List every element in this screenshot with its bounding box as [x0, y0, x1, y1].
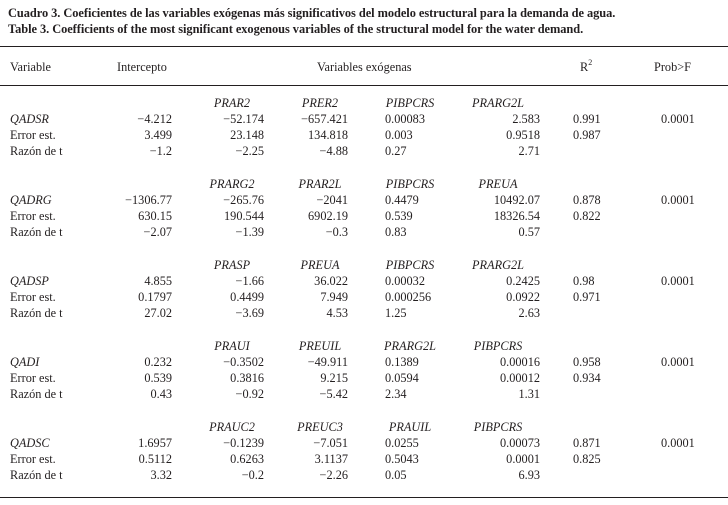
r2-value: 0.971 — [573, 290, 601, 304]
exog-coefficient-value: −0.3 — [325, 225, 348, 239]
r2-value: 0.822 — [573, 209, 601, 223]
exog-coefficient-value: 4.53 — [326, 306, 348, 320]
exog-coefficient-value: −49.911 — [307, 355, 348, 369]
exog-coefficient-value: −657.421 — [301, 112, 348, 126]
exog-coefficient-value: −0.3502 — [223, 355, 264, 369]
dependent-variable-name: QADSC — [10, 436, 50, 450]
prob-f-value: 0.0001 — [661, 193, 695, 207]
r2-value: 0.878 — [573, 193, 601, 207]
exog-coefficient-value: 0.83 — [385, 225, 407, 239]
exog-coefficient-value: −0.1239 — [223, 436, 264, 450]
exog-coefficient-value: 0.00073 — [500, 436, 540, 450]
exog-coefficient-value: 0.0001 — [506, 452, 540, 466]
r2-value: 0.987 — [573, 128, 601, 142]
exog-coefficient-value: −0.92 — [235, 387, 264, 401]
exog-variable-name: PRAR2L — [298, 177, 342, 191]
exog-coefficient-value: −1.39 — [235, 225, 264, 239]
exog-coefficient-value: 9.215 — [320, 371, 348, 385]
exog-coefficient-value: 0.4499 — [230, 290, 264, 304]
row-label: Error est. — [10, 371, 56, 385]
header-variable: Variable — [10, 60, 51, 74]
header-intercepto: Intercepto — [117, 60, 167, 74]
r2-value: 0.825 — [573, 452, 601, 466]
exog-coefficient-value: 0.1389 — [385, 355, 419, 369]
exog-coefficient-value: 10492.07 — [493, 193, 540, 207]
row-label: Error est. — [10, 128, 56, 142]
row-label: Error est. — [10, 290, 56, 304]
row-label: Razón de t — [10, 468, 63, 482]
exog-coefficient-value: 2.583 — [512, 112, 540, 126]
exog-variable-name: PIBPCRS — [473, 339, 523, 353]
exog-coefficient-value: 0.0594 — [385, 371, 419, 385]
exog-coefficient-value: 2.34 — [385, 387, 407, 401]
row-label: Razón de t — [10, 144, 63, 158]
r2-value: 0.958 — [573, 355, 601, 369]
exog-variable-name: PRARG2L — [384, 339, 436, 353]
exog-coefficient-value: 2.63 — [518, 306, 540, 320]
dependent-variable-name: QADSP — [10, 274, 49, 288]
prob-f-value: 0.0001 — [661, 355, 695, 369]
dependent-variable-name: QADSR — [10, 112, 49, 126]
exog-coefficient-value: −5.42 — [319, 387, 348, 401]
exog-variable-name: PRARG2 — [209, 177, 255, 191]
intercept-value: 27.02 — [144, 306, 172, 320]
intercept-value: −2.07 — [143, 225, 172, 239]
exog-coefficient-value: −2.25 — [235, 144, 264, 158]
header-variables-exogenas: Variables exógenas — [317, 60, 412, 74]
exog-coefficient-value: −1.66 — [235, 274, 264, 288]
exog-coefficient-value: 6902.19 — [308, 209, 348, 223]
header-prob: Prob>F — [654, 60, 692, 74]
r2-value: 0.98 — [573, 274, 595, 288]
row-label: Error est. — [10, 452, 56, 466]
exog-coefficient-value: −2041 — [316, 193, 348, 207]
caption-spanish: Cuadro 3. Coeficientes de las variables exógenas más significativos del modelo estructural para la demanda de agua. — [8, 6, 616, 20]
exog-variable-name: PIBPCRS — [385, 96, 435, 110]
r2-value: 0.871 — [573, 436, 601, 450]
exog-variable-name: PRAUI — [214, 339, 250, 353]
intercept-value: 3.499 — [144, 128, 172, 142]
exog-coefficient-value: 1.25 — [385, 306, 407, 320]
exog-variable-name: PRARG2L — [472, 96, 524, 110]
dependent-variable-name: QADI — [10, 355, 40, 369]
exog-coefficient-value: −7.051 — [313, 436, 348, 450]
exog-coefficient-value: −52.174 — [223, 112, 264, 126]
intercept-value: 0.539 — [144, 371, 172, 385]
exog-coefficient-value: 3.1137 — [314, 452, 348, 466]
intercept-value: 0.232 — [144, 355, 172, 369]
header-r2-superscript: 2 — [588, 57, 593, 67]
dependent-variable-name: QADRG — [10, 193, 52, 207]
exog-coefficient-value: 0.003 — [385, 128, 413, 142]
exog-coefficient-value: 0.0255 — [385, 436, 419, 450]
exog-variable-name: PRAUIL — [388, 420, 432, 434]
exog-coefficient-value: 0.05 — [385, 468, 407, 482]
exog-variable-name: PRAR2 — [213, 96, 251, 110]
exog-coefficient-value: 0.00016 — [500, 355, 540, 369]
row-label: Razón de t — [10, 306, 63, 320]
intercept-value: −1306.77 — [125, 193, 172, 207]
exog-coefficient-value: −4.88 — [319, 144, 348, 158]
exog-coefficient-value: 0.9518 — [506, 128, 540, 142]
prob-f-value: 0.0001 — [661, 112, 695, 126]
exog-variable-name: PRARG2L — [472, 258, 524, 272]
exog-coefficient-value: −3.69 — [235, 306, 264, 320]
exog-variable-name: PIBPCRS — [385, 177, 435, 191]
caption-english: Table 3. Coefficients of the most significant exogenous variables of the structural model for the water demand. — [8, 22, 584, 36]
exog-variable-name: PREUA — [300, 258, 340, 272]
exog-coefficient-value: 0.6263 — [230, 452, 264, 466]
exog-coefficient-value: 190.544 — [224, 209, 264, 223]
exog-variable-name: PREUC3 — [297, 420, 343, 434]
intercept-value: 0.43 — [150, 387, 172, 401]
intercept-value: 0.1797 — [138, 290, 172, 304]
exog-coefficient-value: 6.93 — [518, 468, 540, 482]
exog-coefficient-value: 1.31 — [518, 387, 540, 401]
row-label: Error est. — [10, 209, 56, 223]
exog-coefficient-value: 0.00012 — [500, 371, 540, 385]
exog-coefficient-value: 0.00032 — [385, 274, 425, 288]
exog-coefficient-value: 0.27 — [385, 144, 407, 158]
r2-value: 0.934 — [573, 371, 601, 385]
exog-coefficient-value: 0.5043 — [385, 452, 419, 466]
exog-coefficient-value: 2.71 — [518, 144, 540, 158]
intercept-value: 1.6957 — [138, 436, 172, 450]
exog-coefficient-value: 0.00083 — [385, 112, 425, 126]
exog-coefficient-value: 0.4479 — [385, 193, 419, 207]
exog-coefficient-value: 0.3816 — [230, 371, 264, 385]
intercept-value: 4.855 — [144, 274, 172, 288]
exog-coefficient-value: 0.2425 — [506, 274, 540, 288]
exog-coefficient-value: 36.022 — [314, 274, 348, 288]
exog-coefficient-value: 0.0922 — [506, 290, 540, 304]
exog-coefficient-value: 18326.54 — [493, 209, 540, 223]
exog-variable-name: PIBPCRS — [385, 258, 435, 272]
table-top-rule — [0, 46, 728, 47]
prob-f-value: 0.0001 — [661, 436, 695, 450]
header-r2 — [580, 57, 593, 74]
table-header-rule — [0, 85, 728, 86]
r2-value: 0.991 — [573, 112, 601, 126]
intercept-value: −4.212 — [137, 112, 172, 126]
exog-coefficient-value: 23.148 — [230, 128, 264, 142]
exog-coefficient-value: −265.76 — [223, 193, 264, 207]
row-label: Razón de t — [10, 387, 63, 401]
exog-coefficient-value: 0.57 — [518, 225, 540, 239]
exog-variable-name: PRAUC2 — [209, 420, 255, 434]
exog-coefficient-value: −0.2 — [241, 468, 264, 482]
table-bottom-rule — [0, 497, 728, 498]
exog-variable-name: PREUIL — [298, 339, 342, 353]
intercept-value: 630.15 — [138, 209, 172, 223]
exog-variable-name: PREUA — [478, 177, 518, 191]
prob-f-value: 0.0001 — [661, 274, 695, 288]
intercept-value: 0.5112 — [138, 452, 172, 466]
exog-coefficient-value: 7.949 — [320, 290, 348, 304]
exog-coefficient-value: −2.26 — [319, 468, 348, 482]
exog-variable-name: PIBPCRS — [473, 420, 523, 434]
exog-coefficient-value: 0.000256 — [385, 290, 432, 304]
exog-variable-name: PRER2 — [301, 96, 339, 110]
row-label: Razón de t — [10, 225, 63, 239]
intercept-value: 3.32 — [150, 468, 172, 482]
exog-variable-name: PRASP — [213, 258, 251, 272]
header-r2-base: R — [580, 60, 589, 74]
intercept-value: −1.2 — [149, 144, 172, 158]
exog-coefficient-value: 134.818 — [308, 128, 348, 142]
exog-coefficient-value: 0.539 — [385, 209, 413, 223]
